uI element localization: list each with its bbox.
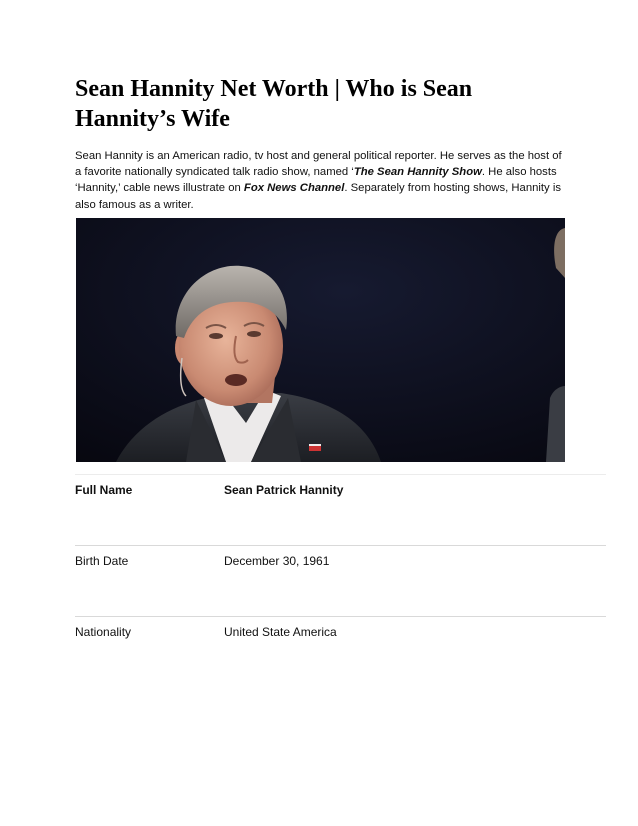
table-row [75,545,606,616]
detail-value: December 30, 1961 [224,554,330,568]
intro-text-1: Sean Hannity is an American radio, tv host and general political reporter. He serves as the host of a favorite nationally syndicated talk radio show, named ‘ [75,150,562,179]
intro-text-3: . Separately from hosting shows, Hannity is also famous as a writer. [75,182,561,211]
detail-value: United State America [224,625,337,639]
detail-label: Full Name [75,483,133,497]
article-title: Sean Hannity Net Worth | Who is Sean Hannity’s Wife [75,76,473,132]
article-photo [76,218,565,462]
show-name: The Sean Hannity Show [353,166,482,179]
portrait-photo [76,218,565,462]
article-intro [75,148,565,213]
table-row [75,474,606,545]
detail-value: Sean Patrick Hannity [224,483,344,497]
table-row [75,616,606,687]
intro-text-2: . He also hosts ‘Hannity,’ cable news illustrate on [75,166,557,195]
detail-label: Birth Date [75,554,129,568]
detail-label: Nationality [75,625,132,639]
channel-name: Fox News Channel [243,182,345,195]
details-table [75,474,606,687]
